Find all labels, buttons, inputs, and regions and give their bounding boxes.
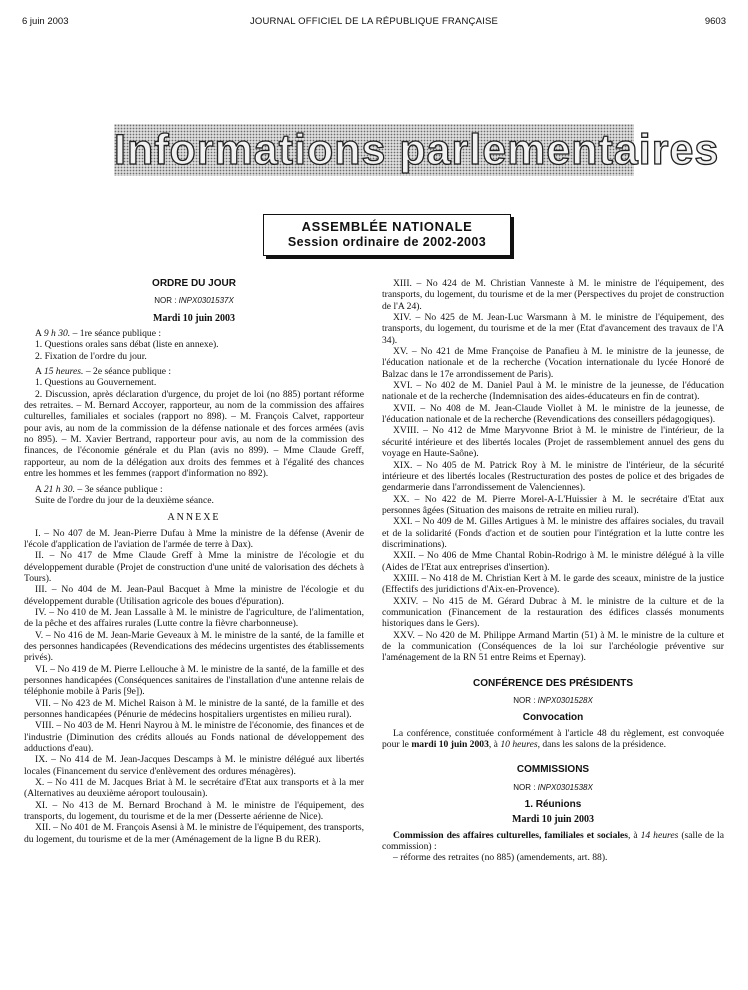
question-item: XVIII. – No 412 de Mme Maryvonne Briot à M. le ministre de l'intérieur, de la sécurité intérieure et des libertés locales (Projet de rassemblement annuel des gens du voyage en Haute-Saône). [382,425,724,460]
commissions-title: COMMISSIONS [516,764,590,776]
question-item: VI. – No 419 de M. Pierre Lellouche à M. le ministre de la santé, de la famille et des personnes handicapées (Conséquences sanitaires de l'installation d'une antenne relais de téléphonie mobile à Paris [9e]). [24,663,364,698]
ordre-title: ORDRE DU JOUR [152,278,236,289]
convocation-text-part: La conférence, constituée conformément à l'article 48 du règlement, est convoquée pour le [382,727,724,751]
question-item: XIV. – No 425 de M. Jean-Luc Warsmann à M. le ministre de l'équipement, des transports, du logement, du tourisme et de la mer (Etat d'avancement des travaux de l'A 34). [382,312,724,346]
convocation-title: Convocation [522,712,584,724]
question-item: III. – No 404 de M. Jean-Paul Bacquet à Mme la ministre de l'écologie et du développement durable (Utilisation agricole des boues d'épuration). [24,584,364,607]
question-item: XI. – No 413 de M. Bernard Brochand à M. le ministre de l'équipement, des transports, du logement, du tourisme et de la mer (Desserte aérienne de Nice). [24,799,364,823]
question-item: VIII. – No 403 de M. Henri Nayrou à M. le ministre de l'économie, des finances et de l'industrie (Diminution des crédits alloués au Fonds national de développement des adductions d'eau). [24,720,364,755]
left-column [24,278,364,845]
question-item: V. – No 416 de M. Jean-Marie Geveaux à M. le ministre de la santé, de la famille et des personnes handicapées (Revendications des médecins urgentistes des établissements privés). [24,629,364,664]
nor-code: INPX0301538X [537,782,593,792]
commission-item: – réforme des retraites (no 885) (amendements, art. 88). [393,852,608,864]
question-item: XXIV. – No 415 de M. Gérard Dubrac à M. le ministre de la culture et de la communication (Financement de la restauration des édifices classés monuments historiques dans le Gers). [382,595,724,630]
nor-label: NOR : [513,782,536,792]
commission-time: 14 heures [640,829,679,841]
reunions-title: 1. Réunions [524,799,582,811]
session-1-heading: A 9 h 30. – 1re séance publique : [35,328,162,340]
session-3-heading: A 21 h 30. – 3e séance publique : [35,483,163,495]
question-item: XXI. – No 409 de M. Gilles Artigues à M. le ministre des affaires sociales, du travail et de la solidarité (Fonds d'action et de soutien pour l'intégration et la lutte contre les discriminations). [382,516,724,550]
section-banner [114,124,720,176]
question-item: XXIII. – No 418 de M. Christian Kert à M. le garde des sceaux, ministre de la justice (Effectifs des juridictions d'Aix-en-Provence). [382,572,724,596]
session-1-item: 2. Fixation de l'ordre du jour. [35,350,147,362]
header-date: 6 juin 2003 [22,16,69,27]
convocation-date: mardi 10 juin 2003 [411,739,489,751]
session-1-time: 9 h 30. [43,328,71,340]
session-2-item: 1. Questions au Gouvernement. [35,377,157,389]
assembly-title: ASSEMBLÉE NATIONALE [301,219,473,234]
annexe-title: ANNEXE [167,512,221,524]
banner-title: Informations parlementaires [114,126,720,174]
session-title: Session ordinaire de 2002-2003 [287,235,487,249]
commission-text [382,830,724,853]
convocation-text [382,728,724,751]
session-3-label: – 3e séance publique : [77,483,163,495]
session-3-time: 21 h 30. [43,483,75,495]
commissions-nor [382,782,724,793]
question-item: IX. – No 414 de M. Jean-Jacques Descamps à M. le ministre délégué aux libertés locales (Financement du service d'enlèvement des ordures ménagères). [24,754,364,777]
session-2-time: 15 heures. [43,366,84,378]
nor-code: INPX0301528X [537,696,593,706]
session-1-item: 1. Questions orales sans débat (liste en annexe). [35,339,219,351]
conference-title: CONFÉRENCE DES PRÉSIDENTS [472,677,634,689]
question-item: XVI. – No 402 de M. Daniel Paul à M. le ministre de la jeunesse, de l'éducation nationale et de la recherche (Indemnisation des aides-éducateurs en fin de contrat). [382,380,724,403]
journal-title: JOURNAL OFFICIEL DE LA RÉPUBLIQUE FRANÇAISE [249,16,499,27]
question-item: XII. – No 401 de M. François Asensi à M. le ministre de l'équipement, des transports, du logement, du tourisme et de la mer (Aménagement de la ligne B du RER). [24,822,364,845]
ordre-nor [24,295,364,306]
question-item: XXV. – No 420 de M. Philippe Armand Martin (51) à M. le ministre de la culture et de la communication (Conséquences de la loi sur l'archéologie préventive sur l'aménagement de la RN 51 entre Reims et Epernay). [382,629,724,664]
commission-text-part: (salle de la commission) : [382,829,724,853]
session-1-label: – 1re séance publique : [72,328,162,340]
session-2-label: – 2e séance publique : [85,366,172,378]
question-item: X. – No 411 de M. Jacques Briat à M. le secrétaire d'Etat aux transports et à la mer (Alternatives au deuxième aéroport toulousain). [24,777,364,800]
session-3-item: Suite de l'ordre du jour de la deuxième séance. [35,494,214,506]
question-item: XXII. – No 406 de Mme Chantal Robin-Rodrigo à M. le ministre délégué à la ville (Aides de l'Etat aux entreprises d'insertion). [382,550,724,573]
page-header [22,16,726,30]
convocation-text-part: , à [488,739,501,751]
conference-nor [382,695,724,706]
session-2-heading: A 15 heures. – 2e séance publique : [35,366,172,378]
commission-name: Commission des affaires culturelles, familiales et sociales [393,829,629,841]
nor-label: NOR : [513,696,536,706]
question-item: XIII. – No 424 de M. Christian Vanneste à M. le ministre de l'équipement, des transports, du logement, du tourisme et de la mer (Perspectives du projet de construction de l'A 24). [382,278,724,312]
commission-date: Mardi 10 juin 2003 [512,814,594,826]
nor-code: INPX0301537X [178,296,234,306]
convocation-time: 10 heures [500,739,538,751]
nor-label: NOR : [154,296,177,306]
assembly-box [263,214,511,256]
question-item: XVII. – No 408 de M. Jean-Claude Viollet à M. le ministre de la jeunesse, de l'éducation nationale et de la recherche (Revendications des conseillers pédagogiques). [382,402,724,426]
question-item: VII. – No 423 de M. Michel Raison à M. le ministre de la santé, de la famille et des personnes handicapées (Pénurie de médecins hospitaliers urgentistes en milieu rural). [24,697,364,721]
session-2-item: 2. Discussion, après déclaration d'urgence, du projet de loi (no 885) portant réforme des retraites. – M. Bernard Accoyer, rapporteur, au nom de la commission des affaires culturelles, familiales et sociales (rapport no 898). – M. François Calvet, rapporteur pour avis, au nom de la commission de la défense nationale et des forces armées (avis no 895). – M. Xavier Bertrand, rapporteur pour avis, au nom de la commission des finances, de l'économie générale et du Plan (avis no 899). – Mme Claude Greff, rapporteur, au nom de la délégation aux droits des femmes et à l'égalité des chances entre les hommes et les femmes (rapport d'information no 892). [24,388,364,480]
ordre-date: Mardi 10 juin 2003 [153,312,235,324]
commission-text-part: , à [628,829,641,841]
question-item: II. – No 417 de Mme Claude Greff à Mme la ministre de l'écologie et du développement durable (Projet de construction d'une unité de valorisation des déchets à Tours). [24,550,364,584]
question-item: XX. – No 422 de M. Pierre Morel-A-L'Huissier à M. le secrétaire d'Etat aux personnes âgées (Situation des maisons de retraite en milieu rural). [382,493,724,516]
question-item: XIX. – No 405 de M. Patrick Roy à M. le ministre de l'intérieur, de la sécurité intérieure et des libertés locales (Restructuration des postes de police et des brigades de gendarmerie dans l'arrondissement de Valenciennes). [382,459,724,494]
page-number: 9603 [704,16,726,27]
convocation-text-part: , dans les salons de la présidence. [537,739,666,751]
question-item: IV. – No 410 de M. Jean Lassalle à M. le ministre de l'agriculture, de l'alimentation, de la pêche et des affaires rurales (Lutte contre la fièvre charbonneuse). [24,606,364,630]
question-item: XV. – No 421 de Mme Françoise de Panafieu à M. le ministre de la jeunesse, de l'éducation nationale et de la recherche (Vocation internationale du lycée Honoré de Balzac dans le 17e arrondissement de Paris). [382,346,724,380]
question-item: I. – No 407 de M. Jean-Pierre Dufau à Mme la ministre de la défense (Avenir de l'école d'application de l'aviation de l'armée de terre à Dax). [24,527,364,550]
right-column [382,278,724,864]
